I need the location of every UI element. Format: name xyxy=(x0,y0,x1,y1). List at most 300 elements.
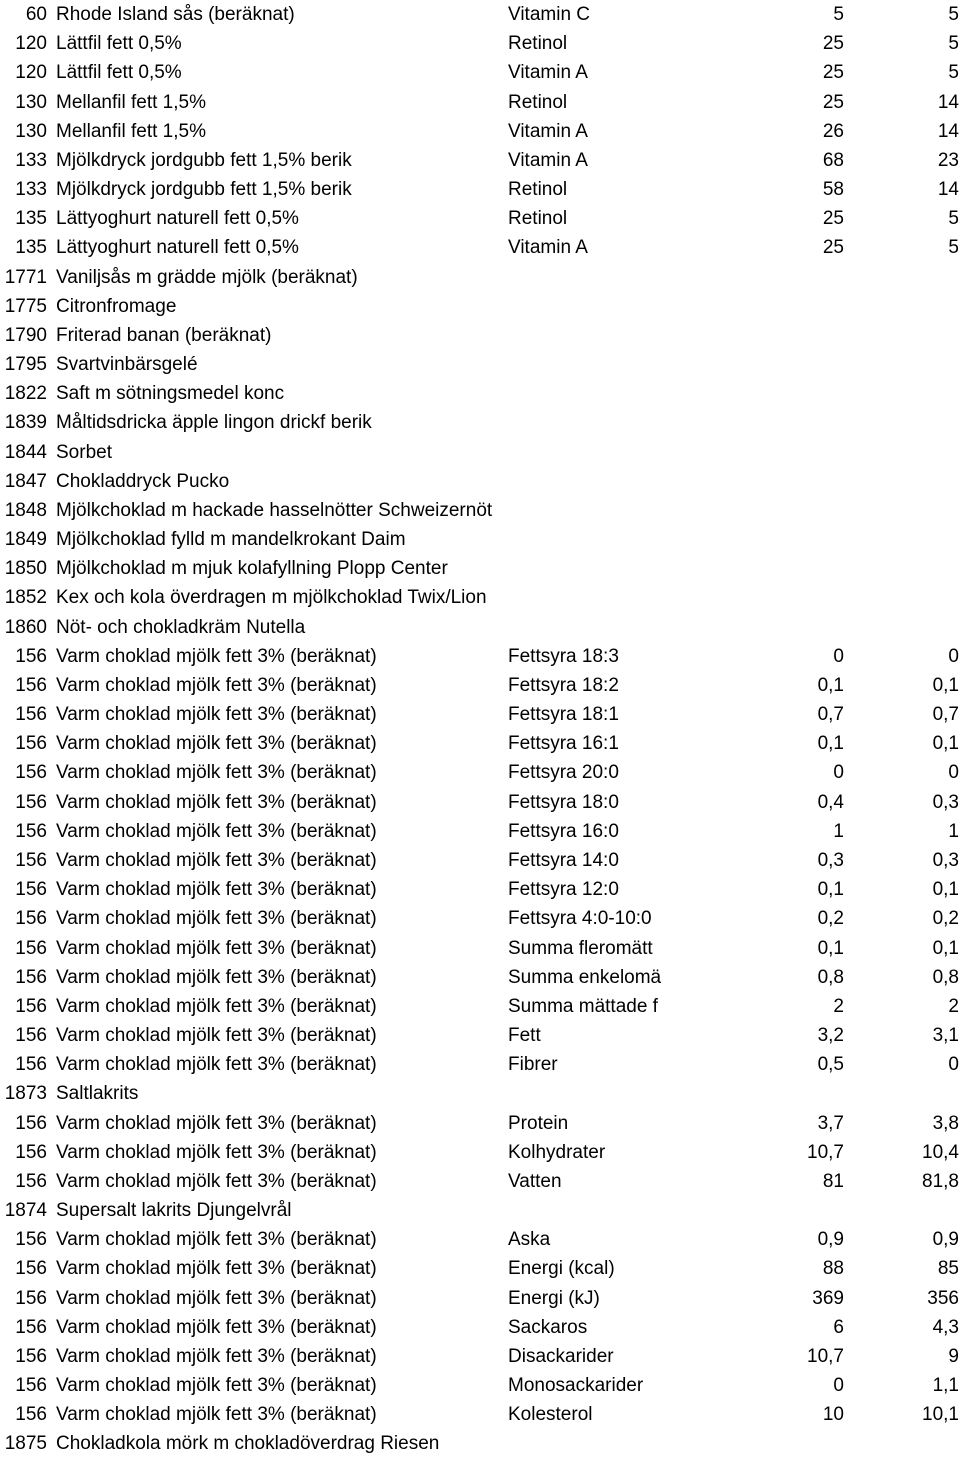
table-row xyxy=(0,758,960,787)
table-row xyxy=(0,350,960,379)
nutrient-value-2-cell: 5 xyxy=(948,237,959,259)
food-id-cell: 1795 xyxy=(4,354,47,376)
nutrient-name-cell: Monosackarider xyxy=(508,1375,644,1397)
food-id-cell: 120 xyxy=(15,62,47,84)
nutrient-value-1-cell: 0,4 xyxy=(817,791,844,813)
nutrient-name-cell xyxy=(508,583,668,612)
food-name-cell: Mjölkdryck jordgubb fett 1,5% berik xyxy=(56,149,352,171)
food-name-cell: Varm choklad mjölk fett 3% (beräknat) xyxy=(56,1345,377,1367)
table-row xyxy=(0,1342,960,1371)
food-name-cell: Mjölkchoklad m hackade hasselnötter Schweizernöt xyxy=(56,499,493,521)
food-id-cell: 1849 xyxy=(4,529,47,551)
nutrient-value-2-cell: 5 xyxy=(948,33,959,55)
food-id-cell: 156 xyxy=(15,908,47,930)
nutrient-value-2-cell xyxy=(846,379,959,408)
food-name-cell: Mjölkdryck jordgubb fett 1,5% berik xyxy=(56,179,352,201)
food-id-cell: 156 xyxy=(15,1404,47,1426)
nutrient-value-1-cell: 3,2 xyxy=(817,1025,844,1047)
nutrient-value-1-cell: 3,7 xyxy=(817,1112,844,1134)
nutrient-name-cell: Fettsyra 18:2 xyxy=(508,674,619,696)
nutrient-value-1-cell: 0,1 xyxy=(817,937,844,959)
nutrient-name-cell: Fettsyra 18:1 xyxy=(508,704,619,726)
food-name-cell: Varm choklad mjölk fett 3% (beräknat) xyxy=(56,1287,377,1309)
food-name-cell: Varm choklad mjölk fett 3% (beräknat) xyxy=(56,1112,377,1134)
nutrient-name-cell: Vatten xyxy=(508,1170,562,1192)
nutrient-value-2-cell xyxy=(846,350,959,379)
nutrient-value-2-cell: 0,1 xyxy=(932,674,959,696)
food-id-cell: 156 xyxy=(15,820,47,842)
nutrient-name-cell: Retinol xyxy=(508,33,568,55)
nutrient-name-cell: Fettsyra 18:3 xyxy=(508,645,619,667)
nutrient-name-cell xyxy=(508,1196,668,1225)
nutrient-value-2-cell: 5 xyxy=(948,208,959,230)
food-name-cell: Varm choklad mjölk fett 3% (beräknat) xyxy=(56,645,377,667)
nutrient-value-1-cell xyxy=(670,613,844,642)
table-row xyxy=(0,613,960,642)
food-name-cell: Varm choklad mjölk fett 3% (beräknat) xyxy=(56,1141,377,1163)
nutrient-value-1-cell: 0 xyxy=(833,1375,844,1397)
table-row xyxy=(0,788,960,817)
nutrient-value-1-cell xyxy=(670,263,844,292)
nutrient-name-cell: Vitamin A xyxy=(508,149,588,171)
nutrient-value-1-cell: 26 xyxy=(822,120,844,142)
food-id-cell: 156 xyxy=(15,1345,47,1367)
nutrient-name-cell xyxy=(508,554,668,583)
food-name-cell: Kex och kola överdragen m mjölkchoklad Twix/Lion xyxy=(56,587,487,609)
nutrient-value-1-cell: 88 xyxy=(822,1258,844,1280)
nutrient-value-2-cell xyxy=(846,438,959,467)
table-row xyxy=(0,1021,960,1050)
table-row xyxy=(0,1429,960,1458)
nutrient-value-2-cell xyxy=(846,1196,959,1225)
table-row xyxy=(0,554,960,583)
table-row xyxy=(0,292,960,321)
food-name-cell: Varm choklad mjölk fett 3% (beräknat) xyxy=(56,879,377,901)
nutrient-name-cell: Fettsyra 12:0 xyxy=(508,879,619,901)
food-id-cell: 1790 xyxy=(4,324,47,346)
nutrient-value-2-cell: 0,1 xyxy=(932,733,959,755)
food-name-cell: Mellanfil fett 1,5% xyxy=(56,120,206,142)
nutrient-name-cell: Fettsyra 4:0-10:0 xyxy=(508,908,652,930)
nutrient-value-2-cell xyxy=(846,408,959,437)
nutrient-value-2-cell xyxy=(846,467,959,496)
nutrient-value-2-cell: 14 xyxy=(937,120,959,142)
food-name-cell: Vaniljsås m grädde mjölk (beräknat) xyxy=(56,266,358,288)
nutrient-name-cell: Fettsyra 20:0 xyxy=(508,762,619,784)
food-name-cell: Varm choklad mjölk fett 3% (beräknat) xyxy=(56,820,377,842)
food-name-cell: Varm choklad mjölk fett 3% (beräknat) xyxy=(56,674,377,696)
food-id-cell: 1874 xyxy=(4,1200,47,1222)
table-row xyxy=(0,1050,960,1079)
food-name-cell: Friterad banan (beräknat) xyxy=(56,324,272,346)
food-id-cell: 1848 xyxy=(4,499,47,521)
nutrient-value-1-cell xyxy=(670,321,844,350)
food-id-cell: 135 xyxy=(15,237,47,259)
food-name-cell: Varm choklad mjölk fett 3% (beräknat) xyxy=(56,849,377,871)
nutrient-name-cell xyxy=(508,1079,668,1108)
table-row xyxy=(0,1400,960,1429)
nutrient-name-cell xyxy=(508,1429,668,1458)
nutrient-name-cell: Fettsyra 14:0 xyxy=(508,849,619,871)
nutrient-value-1-cell: 10,7 xyxy=(807,1345,844,1367)
nutrient-value-2-cell: 5 xyxy=(948,4,959,25)
food-id-cell: 135 xyxy=(15,208,47,230)
table-row xyxy=(0,963,960,992)
food-id-cell: 156 xyxy=(15,1287,47,1309)
nutrient-value-2-cell: 0,8 xyxy=(932,966,959,988)
nutrient-value-2-cell xyxy=(846,1429,959,1458)
nutrient-name-cell: Aska xyxy=(508,1229,551,1251)
table-row xyxy=(0,846,960,875)
food-name-cell: Mjölkchoklad m mjuk kolafyllning Plopp Center xyxy=(56,558,448,580)
food-name-cell: Supersalt lakrits Djungelvrål xyxy=(56,1200,292,1222)
table-row xyxy=(0,117,960,146)
nutrient-value-1-cell: 0,1 xyxy=(817,733,844,755)
food-name-cell: Saft m sötningsmedel konc xyxy=(56,383,285,405)
nutrient-value-2-cell xyxy=(846,554,959,583)
nutrient-value-1-cell: 6 xyxy=(833,1316,844,1338)
nutrient-value-1-cell: 5 xyxy=(833,4,844,25)
table-row xyxy=(0,379,960,408)
food-id-cell: 156 xyxy=(15,733,47,755)
table-row xyxy=(0,1109,960,1138)
table-row xyxy=(0,729,960,758)
nutrient-name-cell: Fettsyra 18:0 xyxy=(508,791,619,813)
nutrient-name-cell: Disackarider xyxy=(508,1345,614,1367)
nutrient-value-1-cell: 10,7 xyxy=(807,1141,844,1163)
food-name-cell: Varm choklad mjölk fett 3% (beräknat) xyxy=(56,937,377,959)
nutrient-value-2-cell: 4,3 xyxy=(932,1316,959,1338)
food-id-cell: 1844 xyxy=(4,441,47,463)
food-name-cell: Citronfromage xyxy=(56,295,177,317)
nutrient-value-1-cell: 1 xyxy=(833,820,844,842)
nutrient-name-cell: Fibrer xyxy=(508,1054,558,1076)
nutrient-value-1-cell: 0,9 xyxy=(817,1229,844,1251)
food-id-cell: 133 xyxy=(15,149,47,171)
nutrient-value-1-cell: 25 xyxy=(822,62,844,84)
food-name-cell: Varm choklad mjölk fett 3% (beräknat) xyxy=(56,908,377,930)
nutrient-value-2-cell: 3,1 xyxy=(932,1025,959,1047)
nutrient-value-1-cell: 0,5 xyxy=(817,1054,844,1076)
nutrient-value-1-cell: 25 xyxy=(822,237,844,259)
table-row xyxy=(0,1196,960,1225)
food-name-cell: Varm choklad mjölk fett 3% (beräknat) xyxy=(56,1025,377,1047)
nutrient-value-1-cell: 10 xyxy=(822,1404,844,1426)
nutrient-value-2-cell: 85 xyxy=(937,1258,959,1280)
food-id-cell: 156 xyxy=(15,1054,47,1076)
nutrient-value-1-cell: 81 xyxy=(822,1170,844,1192)
nutrient-value-1-cell xyxy=(670,583,844,612)
food-name-cell: Varm choklad mjölk fett 3% (beräknat) xyxy=(56,1054,377,1076)
food-id-cell: 1850 xyxy=(4,558,47,580)
food-id-cell: 156 xyxy=(15,1229,47,1251)
table-row xyxy=(0,29,960,58)
nutrient-name-cell xyxy=(508,438,668,467)
food-id-cell: 133 xyxy=(15,179,47,201)
nutrient-value-2-cell: 0 xyxy=(948,762,959,784)
table-row xyxy=(0,146,960,175)
table-row xyxy=(0,204,960,233)
nutrient-value-1-cell: 25 xyxy=(822,208,844,230)
nutrient-value-2-cell: 0 xyxy=(948,1054,959,1076)
nutrient-name-cell: Fettsyra 16:1 xyxy=(508,733,619,755)
nutrient-name-cell: Kolesterol xyxy=(508,1404,593,1426)
table-row xyxy=(0,1284,960,1313)
nutrient-value-1-cell xyxy=(670,1196,844,1225)
nutrient-value-2-cell: 10,4 xyxy=(922,1141,959,1163)
table-row xyxy=(0,934,960,963)
table-row xyxy=(0,233,960,262)
food-name-cell: Saltlakrits xyxy=(56,1083,139,1105)
nutrient-value-2-cell xyxy=(846,1079,959,1108)
nutrient-value-1-cell: 0,1 xyxy=(817,879,844,901)
nutrient-value-1-cell: 0,1 xyxy=(817,674,844,696)
nutrient-name-cell xyxy=(508,321,668,350)
nutrient-value-2-cell: 0 xyxy=(948,645,959,667)
table-row xyxy=(0,875,960,904)
food-name-cell: Lättfil fett 0,5% xyxy=(56,62,182,84)
nutrient-value-1-cell: 25 xyxy=(822,33,844,55)
food-id-cell: 1847 xyxy=(4,470,47,492)
food-name-cell: Varm choklad mjölk fett 3% (beräknat) xyxy=(56,1229,377,1251)
nutrient-value-1-cell: 369 xyxy=(812,1287,844,1309)
nutrient-name-cell: Fett xyxy=(508,1025,541,1047)
nutrient-value-1-cell: 0,7 xyxy=(817,704,844,726)
food-name-cell: Mjölkchoklad fylld m mandelkrokant Daim xyxy=(56,529,406,551)
nutrient-value-1-cell xyxy=(670,1079,844,1108)
table-row xyxy=(0,467,960,496)
food-id-cell: 156 xyxy=(15,1025,47,1047)
food-name-cell: Svartvinbärsgelé xyxy=(56,354,198,376)
nutrient-value-2-cell xyxy=(846,496,959,525)
food-id-cell: 156 xyxy=(15,1375,47,1397)
table-row xyxy=(0,438,960,467)
food-name-cell: Lättfil fett 0,5% xyxy=(56,33,182,55)
nutrient-name-cell: Retinol xyxy=(508,91,568,113)
nutrient-value-2-cell xyxy=(846,321,959,350)
nutrient-value-2-cell xyxy=(846,525,959,554)
nutrient-value-2-cell: 23 xyxy=(937,149,959,171)
nutrient-value-1-cell xyxy=(670,554,844,583)
food-name-cell: Chokladkola mörk m chokladöverdrag Riesen xyxy=(56,1433,440,1455)
food-id-cell: 156 xyxy=(15,645,47,667)
table-row xyxy=(0,1371,960,1400)
nutrient-value-1-cell xyxy=(670,292,844,321)
nutrient-value-2-cell: 9 xyxy=(948,1345,959,1367)
nutrient-name-cell: Summa enkelomä xyxy=(508,966,662,988)
nutrient-value-1-cell xyxy=(670,525,844,554)
nutrient-name-cell xyxy=(508,496,668,525)
nutrient-value-1-cell: 0,8 xyxy=(817,966,844,988)
nutrient-name-cell: Energi (kJ) xyxy=(508,1287,600,1309)
food-name-cell: Nöt- och chokladkräm Nutella xyxy=(56,616,306,638)
food-name-cell: Chokladdryck Pucko xyxy=(56,470,230,492)
nutrient-value-2-cell: 3,8 xyxy=(932,1112,959,1134)
food-name-cell: Varm choklad mjölk fett 3% (beräknat) xyxy=(56,762,377,784)
food-name-cell: Varm choklad mjölk fett 3% (beräknat) xyxy=(56,791,377,813)
nutrient-name-cell: Retinol xyxy=(508,208,568,230)
nutrient-value-2-cell: 0,1 xyxy=(932,937,959,959)
nutrient-value-2-cell xyxy=(846,263,959,292)
nutrient-value-1-cell xyxy=(670,379,844,408)
nutrient-value-2-cell: 1,1 xyxy=(932,1375,959,1397)
nutrient-value-2-cell: 5 xyxy=(948,62,959,84)
food-id-cell: 156 xyxy=(15,1170,47,1192)
nutrient-name-cell xyxy=(508,379,668,408)
nutrient-value-2-cell: 2 xyxy=(948,995,959,1017)
nutrient-name-cell: Retinol xyxy=(508,179,568,201)
table-row xyxy=(0,700,960,729)
table-row xyxy=(0,1138,960,1167)
food-name-cell: Varm choklad mjölk fett 3% (beräknat) xyxy=(56,1404,377,1426)
food-name-cell: Varm choklad mjölk fett 3% (beräknat) xyxy=(56,704,377,726)
nutrient-name-cell xyxy=(508,263,668,292)
food-name-cell: Varm choklad mjölk fett 3% (beräknat) xyxy=(56,966,377,988)
food-id-cell: 156 xyxy=(15,762,47,784)
nutrient-value-1-cell: 25 xyxy=(822,91,844,113)
nutrient-value-2-cell: 14 xyxy=(937,91,959,113)
food-name-cell: Lättyoghurt naturell fett 0,5% xyxy=(56,237,299,259)
table-row xyxy=(0,642,960,671)
nutrient-name-cell xyxy=(508,408,668,437)
food-id-cell: 1775 xyxy=(4,295,47,317)
food-name-cell: Varm choklad mjölk fett 3% (beräknat) xyxy=(56,1316,377,1338)
nutrient-value-2-cell: 14 xyxy=(937,179,959,201)
nutrient-value-1-cell xyxy=(670,350,844,379)
table-row xyxy=(0,1079,960,1108)
nutrient-value-2-cell: 0,3 xyxy=(932,791,959,813)
table-row xyxy=(0,1313,960,1342)
table-row xyxy=(0,1254,960,1283)
nutrient-name-cell: Energi (kcal) xyxy=(508,1258,615,1280)
table-row xyxy=(0,992,960,1021)
nutrient-value-1-cell xyxy=(670,467,844,496)
nutrient-name-cell: Vitamin A xyxy=(508,62,588,84)
nutrient-name-cell: Sackaros xyxy=(508,1316,588,1338)
food-name-cell: Varm choklad mjölk fett 3% (beräknat) xyxy=(56,733,377,755)
food-id-cell: 130 xyxy=(15,91,47,113)
table-row xyxy=(0,58,960,87)
food-id-cell: 1771 xyxy=(4,266,47,288)
nutrient-name-cell: Summa fleromätt xyxy=(508,937,653,959)
nutrient-name-cell: Summa mättade f xyxy=(508,995,658,1017)
nutrient-value-2-cell: 0,3 xyxy=(932,849,959,871)
food-name-cell: Varm choklad mjölk fett 3% (beräknat) xyxy=(56,995,377,1017)
table-row xyxy=(0,1225,960,1254)
food-id-cell: 156 xyxy=(15,791,47,813)
table-row xyxy=(0,817,960,846)
nutrient-value-2-cell: 356 xyxy=(927,1287,959,1309)
table-row xyxy=(0,671,960,700)
food-id-cell: 156 xyxy=(15,1141,47,1163)
food-id-cell: 156 xyxy=(15,995,47,1017)
nutrient-name-cell: Vitamin A xyxy=(508,120,588,142)
nutrient-value-1-cell: 0 xyxy=(833,762,844,784)
table-row xyxy=(0,904,960,933)
food-id-cell: 156 xyxy=(15,966,47,988)
table-row xyxy=(0,1167,960,1196)
nutrient-value-1-cell: 68 xyxy=(822,149,844,171)
nutrient-value-1-cell: 0 xyxy=(833,645,844,667)
nutrient-value-2-cell: 10,1 xyxy=(922,1404,959,1426)
food-name-cell: Mellanfil fett 1,5% xyxy=(56,91,206,113)
nutrient-value-1-cell: 0,3 xyxy=(817,849,844,871)
food-name-cell: Sorbet xyxy=(56,441,112,463)
table-row xyxy=(0,408,960,437)
food-id-cell: 156 xyxy=(15,849,47,871)
food-id-cell: 156 xyxy=(15,1112,47,1134)
nutrient-value-1-cell: 0,2 xyxy=(817,908,844,930)
food-id-cell: 1860 xyxy=(4,616,47,638)
food-id-cell: 156 xyxy=(15,937,47,959)
food-id-cell: 156 xyxy=(15,1258,47,1280)
nutrient-value-1-cell: 2 xyxy=(833,995,844,1017)
nutrient-name-cell xyxy=(508,292,668,321)
nutrient-name-cell xyxy=(508,467,668,496)
food-id-cell: 1822 xyxy=(4,383,47,405)
food-id-cell: 1852 xyxy=(4,587,47,609)
nutrient-value-2-cell xyxy=(846,613,959,642)
food-id-cell: 1875 xyxy=(4,1433,47,1455)
table-row xyxy=(0,496,960,525)
food-id-cell: 130 xyxy=(15,120,47,142)
nutrient-value-1-cell xyxy=(670,408,844,437)
nutrient-value-2-cell xyxy=(846,292,959,321)
nutrient-value-2-cell: 0,9 xyxy=(932,1229,959,1251)
food-id-cell: 156 xyxy=(15,674,47,696)
nutrient-value-1-cell xyxy=(670,438,844,467)
nutrient-name-cell xyxy=(508,613,668,642)
nutrient-value-1-cell xyxy=(670,496,844,525)
food-id-cell: 156 xyxy=(15,879,47,901)
food-id-cell: 120 xyxy=(15,33,47,55)
food-id-cell: 1839 xyxy=(4,412,47,434)
nutrient-value-1-cell xyxy=(670,1429,844,1458)
food-id-cell: 156 xyxy=(15,704,47,726)
nutrient-name-cell: Protein xyxy=(508,1112,569,1134)
table-row xyxy=(0,583,960,612)
food-name-cell: Varm choklad mjölk fett 3% (beräknat) xyxy=(56,1258,377,1280)
table-row xyxy=(0,263,960,292)
food-name-cell: Varm choklad mjölk fett 3% (beräknat) xyxy=(56,1375,377,1397)
food-name-cell: Måltidsdricka äpple lingon drickf berik xyxy=(56,412,372,434)
table-row xyxy=(0,525,960,554)
table-row xyxy=(0,88,960,117)
table-row xyxy=(0,175,960,204)
nutrient-value-2-cell: 0,7 xyxy=(932,704,959,726)
nutrient-name-cell xyxy=(508,525,668,554)
nutrient-value-2-cell xyxy=(846,583,959,612)
nutrient-name-cell: Fettsyra 16:0 xyxy=(508,820,619,842)
food-name-cell: Rhode Island sås (beräknat) xyxy=(56,4,295,25)
nutrient-value-2-cell: 81,8 xyxy=(922,1170,959,1192)
nutrient-name-cell: Kolhydrater xyxy=(508,1141,606,1163)
food-name-cell: Lättyoghurt naturell fett 0,5% xyxy=(56,208,299,230)
nutrient-value-2-cell: 0,1 xyxy=(932,879,959,901)
nutrient-name-cell: Vitamin A xyxy=(508,237,588,259)
table-row xyxy=(0,321,960,350)
nutrient-name-cell xyxy=(508,350,668,379)
nutrient-name-cell: Vitamin C xyxy=(508,4,591,25)
food-id-cell: 1873 xyxy=(4,1083,47,1105)
food-id-cell: 60 xyxy=(25,4,47,25)
nutrient-value-1-cell: 58 xyxy=(822,179,844,201)
food-name-cell: Varm choklad mjölk fett 3% (beräknat) xyxy=(56,1170,377,1192)
nutrient-value-2-cell: 0,2 xyxy=(932,908,959,930)
nutrient-value-2-cell: 1 xyxy=(948,820,959,842)
table-row xyxy=(0,0,960,29)
food-id-cell: 156 xyxy=(15,1316,47,1338)
